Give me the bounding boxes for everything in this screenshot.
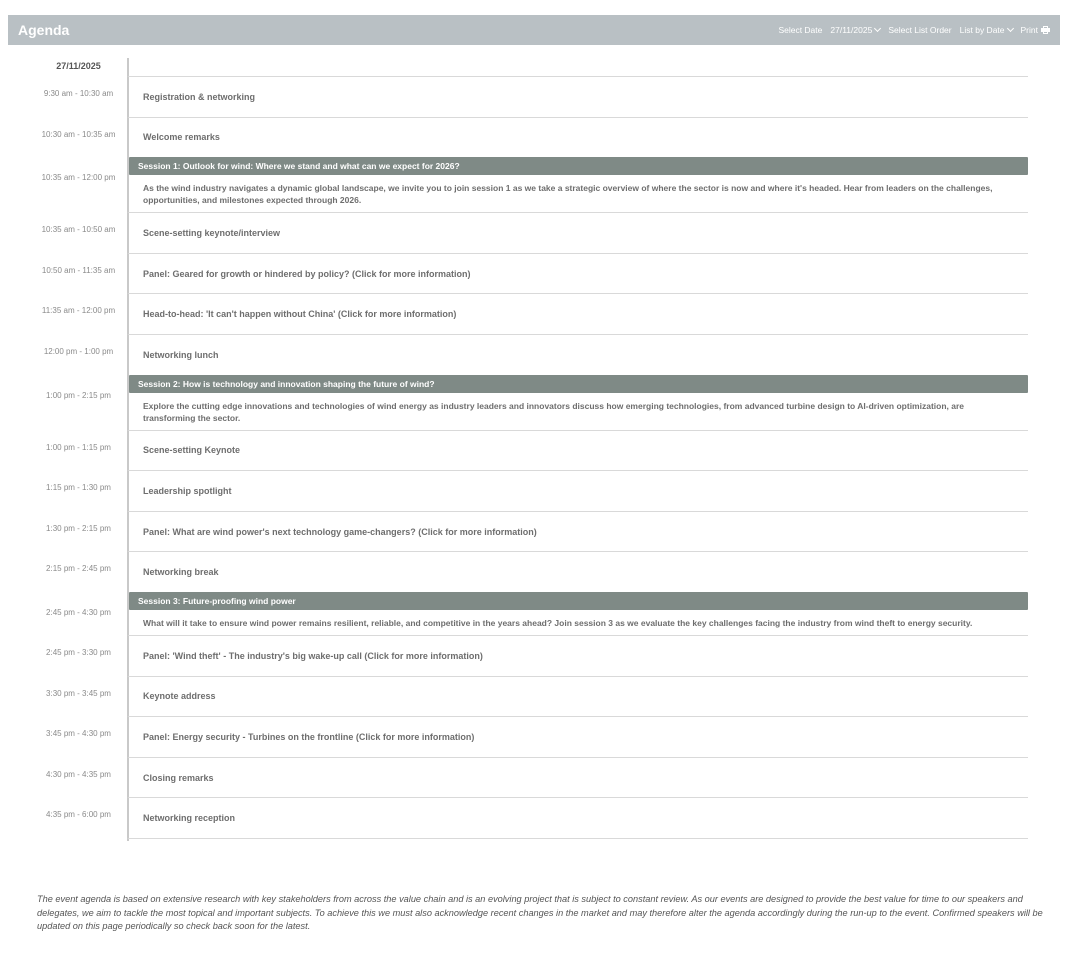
- agenda-date-header: [30, 58, 1028, 76]
- agenda-row: [30, 470, 1028, 511]
- session-title: Session 2: How is technology and innovation shaping the future of wind?: [129, 375, 1028, 393]
- agenda-body: [127, 212, 1028, 253]
- agenda-time: 1:15 pm - 1:30 pm: [46, 483, 111, 493]
- agenda-row: [30, 76, 1028, 117]
- agenda-row: [30, 676, 1028, 717]
- agenda-time: 3:45 pm - 4:30 pm: [46, 729, 111, 739]
- agenda-item-title: Keynote address: [143, 691, 216, 702]
- agenda-body: [127, 117, 1028, 158]
- agenda-item-title: Networking lunch: [143, 349, 219, 360]
- agenda-row[interactable]: [30, 635, 1028, 676]
- agenda-row[interactable]: [30, 253, 1028, 294]
- agenda-row: [30, 797, 1028, 838]
- agenda-item-title[interactable]: Panel: 'Wind theft' - The industry's big wake-up call (Click for more information): [143, 650, 483, 661]
- agenda-time: 9:30 am - 10:30 am: [43, 89, 114, 98]
- printer-icon: [1041, 26, 1050, 34]
- agenda-time: 10:35 am - 10:50 am: [41, 225, 116, 235]
- agenda-item-title: Welcome remarks: [143, 132, 220, 143]
- agenda-item-title: Scene-setting keynote/interview: [143, 227, 281, 238]
- agenda-body: [127, 293, 1028, 334]
- agenda-list: [30, 58, 1028, 841]
- agenda-header-bar: [8, 15, 1060, 45]
- agenda-time: 10:30 am - 10:35 am: [41, 129, 116, 139]
- agenda-time: 10:50 am - 11:35 am: [41, 265, 116, 275]
- agenda-time: 4:30 pm - 4:35 pm: [46, 769, 111, 779]
- agenda-row: [30, 430, 1028, 471]
- agenda-time: 10:35 am - 12:00 pm: [41, 173, 116, 183]
- agenda-item-title: Registration & networking: [143, 91, 256, 102]
- agenda-item-title[interactable]: Head-to-head: 'It can't happen without China' (Click for more information): [143, 309, 457, 320]
- agenda-row: [30, 212, 1028, 253]
- agenda-body: [127, 375, 1028, 430]
- agenda-row: [30, 117, 1028, 158]
- session-title: Session 3: Future-proofing wind power: [129, 592, 1028, 610]
- print-button[interactable]: [1021, 25, 1050, 35]
- agenda-row: [30, 757, 1028, 798]
- order-select[interactable]: [960, 25, 1013, 35]
- agenda-item-title: Leadership spotlight: [143, 485, 232, 496]
- agenda-item-title[interactable]: Panel: What are wind power's next technology game-changers? (Click for more information): [143, 526, 537, 537]
- agenda-time: 2:45 pm - 4:30 pm: [46, 607, 111, 617]
- agenda-body: [127, 511, 1028, 552]
- order-select-value: List by Date: [959, 25, 1005, 35]
- agenda-time: 3:30 pm - 3:45 pm: [46, 688, 111, 698]
- agenda-item-title[interactable]: Panel: Geared for growth or hindered by policy? (Click for more information): [143, 268, 471, 279]
- select-date-label: Select Date: [778, 25, 823, 35]
- agenda-time: 1:00 pm - 1:15 pm: [46, 442, 111, 452]
- agenda-body: [127, 716, 1028, 757]
- chevron-down-icon: [874, 25, 881, 32]
- agenda-item-title[interactable]: Panel: Energy security - Turbines on the frontline (Click for more information): [143, 731, 475, 742]
- session-row: [30, 592, 1028, 635]
- date-select-value: 27/11/2025: [830, 25, 873, 35]
- session-title: Session 1: Outlook for wind: Where we stand and what can we expect for 2026?: [129, 157, 1028, 175]
- agenda-time: 2:15 pm - 2:45 pm: [46, 564, 111, 574]
- agenda-body: [127, 334, 1028, 375]
- date-select[interactable]: [830, 25, 880, 35]
- session-description: Explore the cutting edge innovations and technologies of wind energy as industry leaders and innovators discuss how emerging technologies, from advanced turbine design to AI-driven optimization, are transforming the sector.: [143, 400, 965, 423]
- agenda-time: 4:35 pm - 6:00 pm: [46, 810, 111, 820]
- agenda-end-divider: [127, 838, 1028, 841]
- agenda-time: 12:00 pm - 1:00 pm: [43, 346, 114, 356]
- agenda-body: [127, 470, 1028, 511]
- agenda-disclaimer: The event agenda is based on extensive research with key stakeholders from across the value chain and is an evolving project that is subject to constant review. As our events are designed to provide the best value for time to our speakers and delegates, we aim to tackle the most topical and important subjects. To achieve this we must also acknowledge recent changes in the market and may therefore alter the agenda accordingly during the run-up to the event. Confirmed speakers will be updated on this page periodically so check back soon for the latest.: [37, 894, 1043, 931]
- agenda-body: [127, 157, 1028, 212]
- select-order-label: Select List Order: [888, 25, 952, 35]
- agenda-item-title: Networking break: [143, 567, 219, 578]
- agenda-row[interactable]: [30, 716, 1028, 757]
- agenda-time: 11:35 am - 12:00 pm: [41, 306, 116, 316]
- agenda-body: [127, 551, 1028, 592]
- agenda-row[interactable]: [30, 293, 1028, 334]
- agenda-item-title: Scene-setting Keynote: [143, 445, 241, 456]
- agenda-time: 2:45 pm - 3:30 pm: [46, 647, 111, 657]
- agenda-body: [127, 797, 1028, 838]
- agenda-item-title: Closing remarks: [143, 772, 214, 783]
- session-row: [30, 375, 1028, 430]
- session-description: What will it take to ensure wind power remains resilient, reliable, and competitive in the years ahead? Join session 3 as we evaluate the key challenges facing the industry from wind theft to energy security.: [143, 617, 973, 628]
- page-title: Agenda: [18, 22, 70, 38]
- session-row: [30, 157, 1028, 212]
- print-label: Print: [1020, 25, 1038, 35]
- agenda-body: [127, 253, 1028, 294]
- agenda-body: [127, 676, 1028, 717]
- agenda-date: 27/11/2025: [56, 61, 101, 71]
- agenda-item-title: Networking reception: [143, 813, 236, 824]
- agenda-body: [127, 430, 1028, 471]
- session-description: As the wind industry navigates a dynamic global landscape, we invite you to join session 1 as we take a strategic overview of where the sector is now and where it's headed. Hear from leaders on the challenges, opportunities, and milestones expected through 2026.: [143, 183, 993, 206]
- agenda-controls: [778, 25, 1050, 35]
- agenda-row: [30, 334, 1028, 375]
- agenda-rows: [30, 76, 1028, 838]
- agenda-body: [127, 592, 1028, 635]
- agenda-row[interactable]: [30, 511, 1028, 552]
- chevron-down-icon: [1006, 25, 1013, 32]
- agenda-row: [30, 551, 1028, 592]
- agenda-time: 1:00 pm - 2:15 pm: [46, 390, 111, 400]
- agenda-body: [127, 757, 1028, 798]
- agenda-time: 1:30 pm - 2:15 pm: [46, 523, 111, 533]
- agenda-body: [127, 76, 1028, 117]
- agenda-body: [127, 635, 1028, 676]
